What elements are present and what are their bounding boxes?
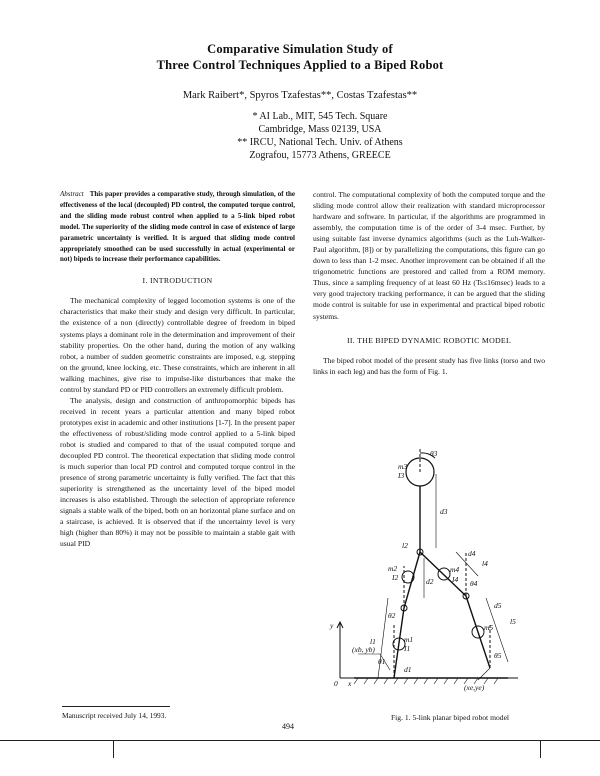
left-shank-link xyxy=(394,608,404,678)
intro-paragraph-2: The analysis, design and construction of anthropomorphic bipeds has received in recent years a particular attention and many biped robot prototypes exist in academic and other institutions [1-7]. In the present paper the effectiveness of robust/sliding mode control applied to a 5-link biped robot is studied and compared to that of the usual computed torque and decoupled PD control. The theoretical expectation that sliding mode control is much superior than local PD control and computed torque control in the presence of strong parametric uncertainty is fully verified. The fact that this superiority is strengthened as the uncertainty level of the biped model increases is also established. Through the selection of appropriate reference signals a stable walk of the biped, both on an horizontal plane surface and on a staircase, is achieved. It is observed that if the uncertainty level is very high (higher than 80%) it may not be possible to maintain a stable gait with usual PID xyxy=(60,395,295,549)
authors: Mark Raibert*, Spyros Tzafestas**, Costas Tzafestas** xyxy=(182,90,418,101)
label-theta3: θ3 xyxy=(430,449,438,458)
abstract-text: This paper provides a comparative study, through simulation, of the effectiveness of the local (decoupled) PD control, the computed torque control, and the sliding mode robust control when applied to a 5-link biped robot model. The superiority of the sliding mode control in case of existence of large parametric uncertainty is verified. It is argued that sliding mode control appropriately smoothed can be used successfully in actual (experimental or not) bipeds to increase their performance capabilities. xyxy=(60,190,295,264)
intro-paragraph-1: The mechanical complexity of legged locomotion systems is one of the characteristics that make their study and design very difficult. In particular, the existence of a non (directly) controllable degree of freedom in biped systems plays a dominant role in the determination and improvement of their stability properties. On the other hand, during the motion of any walking robot, a number of sudden geometric constraints are imposed, e.g. stepping on the ground, knee locking, etc. These constraints, which are inherent in all walking machines, give rise to impulse-like disturbances that make the control by standard PD or PID controllers an extremely difficult problem. xyxy=(60,296,295,394)
figure-caption: Fig. 1. 5-link planar biped robot model xyxy=(390,713,510,722)
crop-mark-left xyxy=(113,740,114,758)
label-l5: l5 xyxy=(510,617,516,626)
left-thigh-link xyxy=(404,552,420,608)
label-l1: l1 xyxy=(370,637,376,646)
biped-robot-figure xyxy=(318,448,558,706)
affiliation-line-1: * AI Lab., MIT, 545 Tech. Square xyxy=(252,111,388,122)
footnote-rule xyxy=(62,706,170,707)
affiliation-line-2: Cambridge, Mass 02139, USA xyxy=(258,124,382,135)
abstract-label: Abstract xyxy=(60,190,84,198)
crop-line xyxy=(0,740,600,741)
affiliation-line-3: ** IRCU, National Tech. Univ. of Athens xyxy=(237,137,403,148)
left-column xyxy=(60,189,295,549)
label-d3: d3 xyxy=(440,507,448,516)
section-heading-model: II. THE BIPED DYNAMIC ROBOTIC MODEL xyxy=(346,335,512,345)
l1-dimension xyxy=(378,598,388,678)
title-line-1: Comparative Simulation Study of xyxy=(207,42,393,56)
label-end-point: (xe,ye) xyxy=(464,683,485,692)
label-l2: l2 xyxy=(402,541,408,550)
label-I1: I1 xyxy=(404,644,411,653)
section-heading-introduction: I. INTRODUCTION xyxy=(142,276,213,286)
label-m5: m5 xyxy=(484,623,494,632)
right-thigh-link xyxy=(420,552,466,596)
label-y: y xyxy=(330,621,334,630)
label-m3: m3 xyxy=(398,462,408,471)
label-theta4: θ4 xyxy=(470,579,478,588)
abstract xyxy=(60,189,295,265)
label-d1: d1 xyxy=(404,665,412,674)
label-theta2: θ2 xyxy=(388,611,396,620)
footnote: Manuscript received July 14, 1993. xyxy=(62,711,167,720)
page-number: 494 xyxy=(282,722,294,731)
label-origin: 0 xyxy=(334,679,338,688)
label-theta1: θ1 xyxy=(378,657,386,666)
label-I3: I3 xyxy=(398,471,405,480)
right-column xyxy=(313,189,545,377)
affiliation-line-4: Zografou, 15773 Athens, GREECE xyxy=(249,150,391,161)
label-I2: I2 xyxy=(392,573,399,582)
label-x: x xyxy=(348,679,352,688)
model-paragraph: The biped robot model of the present study has five links (torso and two links in each leg) and has the form of Fig. 1. xyxy=(313,355,545,376)
label-m2: m2 xyxy=(388,564,398,573)
label-I4: I4 xyxy=(452,575,459,584)
label-m1: m1 xyxy=(404,635,414,644)
label-base-point: (xb, yb) xyxy=(352,645,375,654)
label-m4: m4 xyxy=(450,565,460,574)
label-d5: d5 xyxy=(494,601,502,610)
right-paragraph-continued: control. The computational complexity of both the computed torque and the sliding mode control allow their realization with standard microprocessor hardware and software. In particular, if the algorithms are programmed in assembly, the computation time is of the order of 3-4 msec. Further, by using suitable fast inverse dynamics algorithms (such as the Luh-Walker-Paul algorithm, [8]) or by parallelizing the computations, this figure can go down to less than 1-2 msec. Another improvement can be obtained if all the trigonometric functions are prestored and called from a ROM memory. Thus, since a sampling frequency of at least 60 Hz (Ts≤16msec) leads to a very good trajectory tracking performance, it can be argued that the sliding mode control is suitable for use in experimental and practical biped robotic systems. xyxy=(313,190,545,321)
label-d4: d4 xyxy=(468,549,476,558)
crop-mark-right xyxy=(540,740,541,758)
label-theta5: θ5 xyxy=(494,651,502,660)
label-l4: l4 xyxy=(482,559,488,568)
label-d2: d2 xyxy=(426,577,434,586)
right-shank-link xyxy=(466,596,490,668)
title-line-2: Three Control Techniques Applied to a Biped Robot xyxy=(156,58,444,72)
